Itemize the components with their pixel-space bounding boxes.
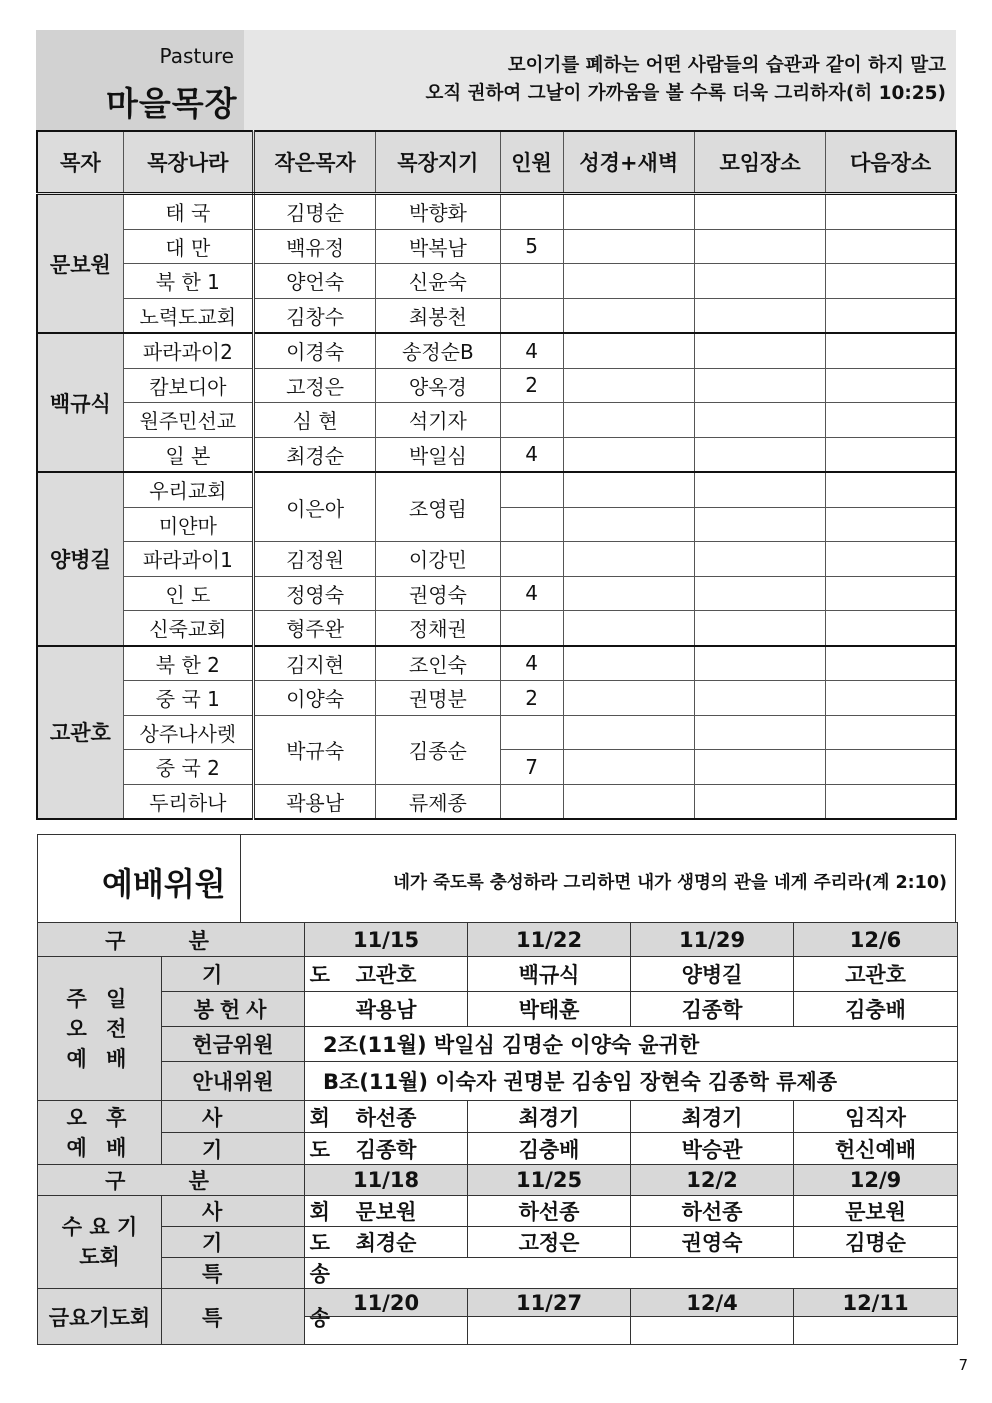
empty-cell — [563, 298, 694, 333]
usher-cell: B조(11월) 이숙자 권명분 김송임 장현숙 김종학 류제종 — [305, 1062, 958, 1101]
offering-label — [162, 992, 305, 1027]
wed-host-cell: 문보원 — [305, 1196, 468, 1227]
sunday-prayer-cell: 고관호 — [305, 957, 468, 992]
header-small-pastor: 작은목자 — [253, 131, 375, 194]
count-cell — [500, 298, 563, 333]
offering-label-text: 봉헌사 — [193, 998, 273, 1022]
sunday-prayer-cell: 백규식 — [468, 957, 631, 992]
wed-special-row — [38, 1258, 958, 1289]
category-label-text: 구 분 — [105, 928, 237, 953]
header-count: 인원 — [500, 131, 563, 194]
empty-cell — [694, 542, 825, 577]
count-cell: 2 — [500, 681, 563, 716]
date-cell: 12/6 — [794, 923, 958, 957]
empty-cell — [826, 784, 956, 819]
date-cell: 11/20 — [305, 1289, 468, 1317]
count-cell — [500, 507, 563, 542]
empty-cell — [826, 576, 956, 611]
header-next-place: 다음장소 — [826, 131, 956, 194]
pastor-cell: 양병길 — [37, 472, 123, 646]
wed-host-label-text: 사 회 — [202, 1200, 370, 1224]
sunday-morning-label: 주 일 오 전 예 배 — [38, 957, 162, 1101]
empty-cell — [826, 715, 956, 750]
worship-title: 예배위원 — [102, 865, 226, 903]
worship-title-box — [38, 835, 241, 922]
country-cell: 중 국 2 — [123, 750, 253, 785]
count-cell: 2 — [500, 368, 563, 403]
friday-special-cell — [794, 1317, 958, 1345]
wed-prayer-label-text: 기 도 — [202, 1231, 370, 1255]
empty-cell — [826, 611, 956, 646]
wed-prayer-label — [162, 1227, 370, 1258]
pm-prayer-row — [38, 1133, 958, 1165]
country-cell: 노력도교회 — [123, 298, 253, 333]
category-label-2-text: 구 분 — [105, 1169, 237, 1193]
count-cell — [500, 715, 563, 750]
count-cell: 4 — [500, 333, 563, 368]
page-number: 7 — [958, 1356, 968, 1374]
empty-cell — [694, 403, 825, 438]
pasture-verse-line1: 모이기를 폐하는 어떤 사람들의 습관과 같이 하지 말고 — [507, 55, 946, 76]
count-cell — [500, 403, 563, 438]
small-pastor-cell: 이은아 — [253, 472, 375, 542]
empty-cell — [826, 333, 956, 368]
pm-prayer-cell: 김종학 — [305, 1133, 468, 1165]
keeper-cell: 송정순B — [376, 333, 500, 368]
empty-cell — [563, 333, 694, 368]
table-row — [37, 681, 956, 716]
keeper-cell: 신윤숙 — [376, 264, 500, 299]
empty-cell — [826, 368, 956, 403]
sunday-prayer-label-text: 기 도 — [202, 963, 370, 987]
table-row — [37, 229, 956, 264]
empty-cell — [563, 542, 694, 577]
wed-host-cell: 하선종 — [468, 1196, 631, 1227]
count-cell — [500, 784, 563, 819]
small-pastor-cell: 김창수 — [253, 298, 375, 333]
table-row — [37, 403, 956, 438]
table-row — [37, 264, 956, 299]
country-cell: 파라과이2 — [123, 333, 253, 368]
table-row — [37, 542, 956, 577]
country-cell: 상주나사렛 — [123, 715, 253, 750]
empty-cell — [826, 750, 956, 785]
small-pastor-cell: 김지현 — [253, 646, 375, 681]
keeper-cell: 석기자 — [376, 403, 500, 438]
empty-cell — [694, 368, 825, 403]
keeper-cell: 류제종 — [376, 784, 500, 819]
empty-cell — [694, 507, 825, 542]
small-pastor-cell: 심 현 — [253, 403, 375, 438]
wed-prayer-cell: 최경순 — [305, 1227, 468, 1258]
keeper-cell: 조인숙 — [376, 646, 500, 681]
country-cell: 북 한 2 — [123, 646, 253, 681]
keeper-cell: 권명분 — [376, 681, 500, 716]
pm-host-row — [38, 1101, 958, 1133]
keeper-cell: 권영숙 — [376, 576, 500, 611]
table-row — [37, 298, 956, 333]
wed-host-label — [162, 1196, 370, 1227]
pastor-cell: 문보원 — [37, 194, 123, 334]
small-pastor-cell: 박규숙 — [253, 715, 375, 784]
date-cell: 11/15 — [305, 923, 468, 957]
usher-label: 안내위원 — [162, 1062, 305, 1101]
header-meeting-place: 모임장소 — [694, 131, 825, 194]
empty-cell — [694, 333, 825, 368]
empty-cell — [694, 576, 825, 611]
pm-host-cell: 하선종 — [305, 1101, 468, 1133]
small-pastor-cell: 이양숙 — [253, 681, 375, 716]
country-cell: 신죽교회 — [123, 611, 253, 646]
empty-cell — [826, 507, 956, 542]
table-row — [37, 472, 956, 507]
empty-cell — [563, 576, 694, 611]
date-cell: 12/9 — [794, 1165, 958, 1196]
empty-cell — [563, 611, 694, 646]
count-cell: 7 — [500, 750, 563, 785]
small-pastor-cell: 양언숙 — [253, 264, 375, 299]
country-cell: 대 만 — [123, 229, 253, 264]
count-cell — [500, 472, 563, 507]
pm-prayer-cell: 김충배 — [468, 1133, 631, 1165]
header-pastor: 목자 — [37, 131, 123, 194]
country-cell: 인 도 — [123, 576, 253, 611]
offering-cell: 김충배 — [794, 992, 958, 1027]
keeper-cell: 이강민 — [376, 542, 500, 577]
category-label-2 — [38, 1165, 305, 1196]
count-cell: 4 — [500, 437, 563, 472]
sunday-prayer-label — [162, 957, 370, 992]
empty-cell — [826, 264, 956, 299]
country-cell: 미얀마 — [123, 507, 253, 542]
country-cell: 북 한 1 — [123, 264, 253, 299]
empty-cell — [694, 264, 825, 299]
empty-cell — [563, 715, 694, 750]
date-cell: 12/4 — [631, 1289, 794, 1317]
keeper-cell: 김종순 — [376, 715, 500, 784]
wednesday-label: 수 요 기도회 — [38, 1196, 162, 1289]
small-pastor-cell: 최경순 — [253, 437, 375, 472]
pastor-cell: 백규식 — [37, 333, 123, 472]
empty-cell — [694, 784, 825, 819]
country-cell: 태 국 — [123, 194, 253, 230]
small-pastor-cell: 정영숙 — [253, 576, 375, 611]
count-cell: 4 — [500, 576, 563, 611]
empty-cell — [563, 784, 694, 819]
small-pastor-cell: 김명순 — [253, 194, 375, 230]
empty-cell — [694, 611, 825, 646]
pasture-header — [36, 30, 956, 130]
keeper-cell: 박향화 — [376, 194, 500, 230]
friday-special-cell — [631, 1317, 794, 1345]
friday-special-label-text: 특 송 — [202, 1305, 370, 1330]
empty-cell — [694, 715, 825, 750]
keeper-cell: 최봉천 — [376, 298, 500, 333]
count-cell — [500, 611, 563, 646]
pm-prayer-cell: 박승관 — [631, 1133, 794, 1165]
sunday-prayer-row — [38, 957, 958, 992]
pm-host-cell: 임직자 — [794, 1101, 958, 1133]
small-pastor-cell: 고정은 — [253, 368, 375, 403]
sunday-prayer-cell: 양병길 — [631, 957, 794, 992]
pm-host-label-text: 사 회 — [202, 1105, 370, 1130]
pm-host-cell: 최경기 — [631, 1101, 794, 1133]
empty-cell — [563, 403, 694, 438]
header-keeper: 목장지기 — [376, 131, 500, 194]
empty-cell — [563, 681, 694, 716]
country-cell: 일 본 — [123, 437, 253, 472]
date-cell: 12/11 — [794, 1289, 958, 1317]
pm-prayer-cell: 헌신예배 — [794, 1133, 958, 1165]
table-row — [37, 611, 956, 646]
count-cell — [500, 542, 563, 577]
wed-prayer-cell: 권영숙 — [631, 1227, 794, 1258]
table-row — [37, 368, 956, 403]
empty-cell — [563, 194, 694, 230]
empty-cell — [694, 229, 825, 264]
small-pastor-cell: 김정원 — [253, 542, 375, 577]
worship-table — [37, 922, 958, 1345]
friday-special-cell — [468, 1317, 631, 1345]
small-pastor-cell: 이경숙 — [253, 333, 375, 368]
pasture-table — [36, 130, 957, 820]
offering-cell: 박태훈 — [468, 992, 631, 1027]
country-cell: 원주민선교 — [123, 403, 253, 438]
offering-committee-cell: 2조(11월) 박일심 김명순 이양숙 윤귀한 — [305, 1027, 958, 1062]
wed-prayer-cell: 김명순 — [794, 1227, 958, 1258]
empty-cell — [694, 194, 825, 230]
small-pastor-cell: 곽용남 — [253, 784, 375, 819]
friday-label: 금요기도회 — [38, 1289, 162, 1345]
empty-cell — [563, 646, 694, 681]
empty-cell — [563, 437, 694, 472]
worship-verse: 네가 죽도록 충성하라 그리하면 내가 생명의 관을 네게 주리라(계 2:10) — [393, 873, 947, 893]
sunday-dates-row — [38, 923, 958, 957]
wed-prayer-row — [38, 1227, 958, 1258]
header-bible-dawn: 성경+새벽 — [563, 131, 694, 194]
keeper-cell: 박복남 — [376, 229, 500, 264]
pasture-title-ko: 마을목장 — [106, 84, 238, 123]
empty-cell — [826, 681, 956, 716]
date-cell: 11/25 — [468, 1165, 631, 1196]
pasture-verse — [426, 52, 947, 108]
empty-cell — [826, 646, 956, 681]
pasture-verse-line2: 오직 권하여 그날이 가까움을 볼 수록 더욱 그리하자(히 10:25) — [425, 83, 946, 104]
empty-cell — [563, 750, 694, 785]
country-cell: 두리하나 — [123, 784, 253, 819]
pm-host-label — [162, 1101, 370, 1133]
empty-cell — [694, 298, 825, 333]
count-cell — [500, 194, 563, 230]
empty-cell — [694, 646, 825, 681]
count-cell: 5 — [500, 229, 563, 264]
table-row — [37, 784, 956, 819]
wed-special-label-text: 특 송 — [202, 1262, 370, 1286]
pm-prayer-label-text: 기 도 — [202, 1137, 370, 1162]
count-cell — [500, 264, 563, 299]
wed-host-row — [38, 1196, 958, 1227]
wednesday-dates-row — [38, 1165, 958, 1196]
empty-cell — [826, 298, 956, 333]
empty-cell — [694, 681, 825, 716]
empty-cell — [826, 437, 956, 472]
keeper-cell: 정채권 — [376, 611, 500, 646]
empty-cell — [563, 229, 694, 264]
date-cell: 11/29 — [631, 923, 794, 957]
sunday-offering-row — [38, 992, 958, 1027]
date-cell: 11/22 — [468, 923, 631, 957]
usher-row — [38, 1062, 958, 1101]
offering-committee-row — [38, 1027, 958, 1062]
sunday-pm-label: 오 후 예 배 — [38, 1101, 162, 1165]
empty-cell — [563, 368, 694, 403]
table-row — [37, 646, 956, 681]
header-country: 목장나라 — [123, 131, 253, 194]
empty-cell — [694, 472, 825, 507]
country-cell: 우리교회 — [123, 472, 253, 507]
wed-special-label — [162, 1258, 370, 1289]
wed-special-cell — [305, 1258, 958, 1289]
empty-cell — [694, 750, 825, 785]
offering-cell: 곽용남 — [305, 992, 468, 1027]
count-cell: 4 — [500, 646, 563, 681]
table-row — [37, 576, 956, 611]
empty-cell — [563, 264, 694, 299]
pasture-table-header-row — [37, 131, 956, 194]
wed-host-cell: 문보원 — [794, 1196, 958, 1227]
pastor-cell: 고관호 — [37, 646, 123, 820]
category-label — [38, 923, 305, 957]
date-cell: 11/27 — [468, 1289, 631, 1317]
table-row — [37, 194, 956, 230]
worship-header — [37, 834, 956, 922]
table-row — [37, 715, 956, 750]
offering-committee-label: 헌금위원 — [162, 1027, 305, 1062]
pm-host-cell: 최경기 — [468, 1101, 631, 1133]
empty-cell — [826, 229, 956, 264]
empty-cell — [826, 472, 956, 507]
table-row — [37, 333, 956, 368]
wed-host-cell: 하선종 — [631, 1196, 794, 1227]
country-cell: 파라과이1 — [123, 542, 253, 577]
country-cell: 중 국 1 — [123, 681, 253, 716]
keeper-cell: 조영림 — [376, 472, 500, 542]
date-cell: 12/2 — [631, 1165, 794, 1196]
empty-cell — [563, 472, 694, 507]
friday-special-label — [162, 1289, 370, 1345]
keeper-cell: 양옥경 — [376, 368, 500, 403]
small-pastor-cell: 백유정 — [253, 229, 375, 264]
country-cell: 캄보디아 — [123, 368, 253, 403]
small-pastor-cell: 형주완 — [253, 611, 375, 646]
empty-cell — [826, 542, 956, 577]
pasture-title-en: Pasture — [159, 44, 234, 68]
date-cell: 11/18 — [305, 1165, 468, 1196]
pasture-title-box — [36, 30, 244, 130]
table-row — [37, 437, 956, 472]
offering-cell: 김종학 — [631, 992, 794, 1027]
keeper-cell: 박일심 — [376, 437, 500, 472]
empty-cell — [694, 437, 825, 472]
empty-cell — [826, 403, 956, 438]
sunday-prayer-cell: 고관호 — [794, 957, 958, 992]
pm-prayer-label — [162, 1133, 370, 1165]
empty-cell — [563, 507, 694, 542]
empty-cell — [826, 194, 956, 230]
wed-prayer-cell: 고정은 — [468, 1227, 631, 1258]
friday-dates-row — [38, 1289, 958, 1317]
